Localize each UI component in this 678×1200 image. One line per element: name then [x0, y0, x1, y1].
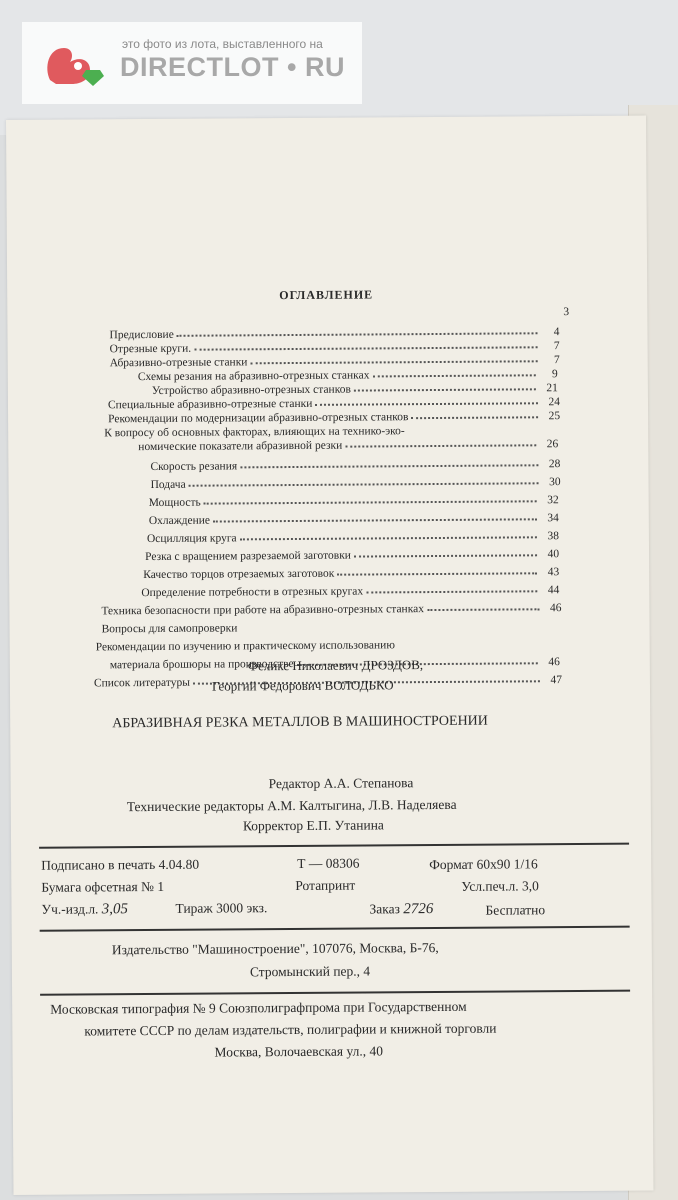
toc-leader-dots — [337, 572, 537, 575]
toc-entry-label: Скорость резания — [150, 460, 238, 474]
order-value: 2726 — [403, 901, 434, 918]
toc-entry-page: 34 — [547, 512, 559, 525]
printer-line-1: Московская типография № 9 Союзполиграфпрома при Государственном — [50, 998, 467, 1017]
imprint-paper: Бумага офсетная № 1 — [41, 878, 165, 895]
toc-entry — [150, 472, 560, 491]
toc-entry — [147, 526, 559, 545]
toc-entry-page: 47 — [550, 674, 562, 687]
toc-leader-dots — [240, 464, 538, 468]
imprint-order — [369, 901, 433, 918]
divider — [40, 926, 630, 932]
imprint-run: Тираж 3000 экз. — [175, 900, 268, 916]
printer-line-2: комитете СССР по делам издательств, полиграфии и книжной торговли — [84, 1020, 497, 1039]
toc-entry — [149, 490, 559, 509]
toc-entry-page: 38 — [547, 530, 559, 543]
publisher-line-1: Издательство "Машиностроение", 107076, Москва, Б-76, — [111, 939, 439, 958]
toc-leader-dots — [240, 536, 537, 540]
imprint-t-code: Т — 08306 — [297, 855, 360, 871]
imprint-format: Формат 60х90 1/16 — [429, 856, 538, 873]
toc-entry-label: Осцилляция круга — [146, 532, 237, 546]
toc-entry-label: Вопросы для самопроверки — [101, 622, 238, 636]
toc-entry-page: 28 — [548, 458, 561, 471]
acct-value: 3,05 — [101, 901, 129, 918]
toc-entry-page: 25 — [548, 410, 561, 423]
toc-leader-dots — [372, 374, 535, 377]
squirrel-logo-icon — [42, 40, 112, 90]
toc-entry-page: 30 — [549, 476, 561, 489]
author-1: Феликс Николаевич ДРОЗДОВ, — [247, 657, 424, 674]
toc-entry-page: 32 — [547, 494, 559, 507]
toc-entry — [138, 434, 558, 453]
toc-entry — [145, 544, 559, 563]
toc-entry-label: Определение потребности в отрезных кругах — [141, 585, 364, 600]
toc-entry-label: Отрезные круги. — [109, 342, 192, 356]
toc-entry-label: Рекомендации по изучению и практическому использованию — [95, 639, 395, 654]
toc-entry-page: 40 — [547, 548, 560, 561]
toc-entry-label: Список литературы — [93, 676, 190, 690]
toc-leader-dots — [427, 608, 539, 611]
toc-leader-dots — [189, 482, 539, 486]
toc-entry — [101, 598, 561, 617]
toc-entry-page: 4 — [553, 326, 560, 339]
proofreader-line: Корректор Е.П. Утанина — [242, 817, 384, 834]
toc-entry-page: 43 — [547, 566, 560, 579]
toc-leader-dots — [315, 402, 538, 406]
toc-entry — [149, 508, 559, 527]
imprint-price: Бесплатно — [485, 902, 546, 918]
toc-entry — [96, 635, 398, 653]
toc-first-page: 3 — [563, 306, 570, 319]
acct-label: Уч.-изд.л. — [41, 901, 99, 917]
toc-leader-dots — [213, 518, 537, 522]
book-page — [6, 116, 653, 1195]
toc-entry-label: Предисловие — [109, 328, 174, 342]
toc-entry-page: 46 — [549, 602, 562, 615]
toc-entry-label: Абразивно-отрезные станки — [109, 356, 248, 370]
toc-entry — [101, 618, 240, 635]
imprint-print-method: Ротапринт — [295, 877, 356, 893]
toc-entry-page: 7 — [553, 340, 560, 353]
toc-entry-label: Рекомендации по модернизации абразивно-отрезных станков — [108, 411, 409, 426]
printer-line-3: Москва, Волочаевская ул., 40 — [214, 1043, 384, 1060]
toc-leader-dots — [366, 590, 537, 593]
toc-leader-dots — [354, 388, 536, 391]
imprint-print-sheets: Усл.печ.л. 3,0 — [461, 878, 539, 894]
tech-editors-line: Технические редакторы А.М. Калтыгина, Л.В. Наделяева — [126, 796, 457, 815]
toc-entry-page: 24 — [548, 396, 561, 409]
toc-entry-label: материала брошюры на производстве — [109, 658, 294, 672]
toc-entry-label: Устройство абразивно-отрезных станков — [151, 383, 351, 397]
toc-entry-label: Охлаждение — [148, 514, 211, 528]
divider — [40, 990, 630, 996]
toc-entry-label: Подача — [150, 478, 186, 491]
watermark-site: DIRECTLOT • RU — [120, 52, 345, 82]
toc-entry-page: 44 — [547, 584, 560, 597]
toc-entry-page: 26 — [546, 438, 559, 451]
toc-entry-label: К вопросу об основных факторах, влияющих на технико-эко- — [104, 425, 405, 440]
toc-entry — [150, 454, 560, 473]
toc-entry-page: 46 — [548, 656, 560, 669]
order-label: Заказ — [369, 901, 401, 917]
imprint-acct-sheets — [41, 901, 128, 919]
toc-entry — [143, 562, 559, 581]
toc-entry — [141, 580, 559, 599]
toc-entry-page: 7 — [553, 354, 560, 367]
publisher-line-2: Стромынский пер., 4 — [249, 963, 371, 980]
toc-title: ОГЛАВЛЕНИЕ — [279, 287, 374, 303]
toc-leader-dots — [411, 416, 538, 419]
toc-leader-dots — [345, 444, 536, 447]
editor-line: Редактор А.А. Степанова — [268, 775, 414, 792]
toc-entry-label: Схемы резания на абразивно-отрезных станках — [137, 369, 370, 384]
toc-entry-page: 21 — [546, 382, 558, 395]
imprint-signed: Подписано в печать 4.04.80 — [41, 856, 200, 873]
author-2: Георгий Федорович ВОЛОДЬКО — [211, 677, 394, 694]
toc-leader-dots — [354, 554, 537, 557]
toc-entry-label: Резка с вращением разрезаемой заготовки — [145, 549, 351, 564]
toc-leader-dots — [204, 500, 537, 504]
watermark-caption: это фото из лота, выставленного на — [122, 37, 323, 51]
book-title: АБРАЗИВНАЯ РЕЗКА МЕТАЛЛОВ В МАШИНОСТРОЕНИИ — [112, 713, 488, 732]
toc-entry-label: Качество торцов отрезаемых заготовок — [143, 567, 335, 582]
toc-entry-label: Специальные абразивно-отрезные станки — [107, 397, 313, 412]
divider — [39, 843, 629, 849]
toc-entry-page: 9 — [551, 368, 558, 381]
toc-entry-label: Мощность — [148, 496, 201, 510]
toc-entry-label: Техника безопасности при работе на абразивно-отрезных станках — [101, 603, 424, 618]
toc-entry-label: номические показатели абразивной резки — [138, 439, 343, 454]
